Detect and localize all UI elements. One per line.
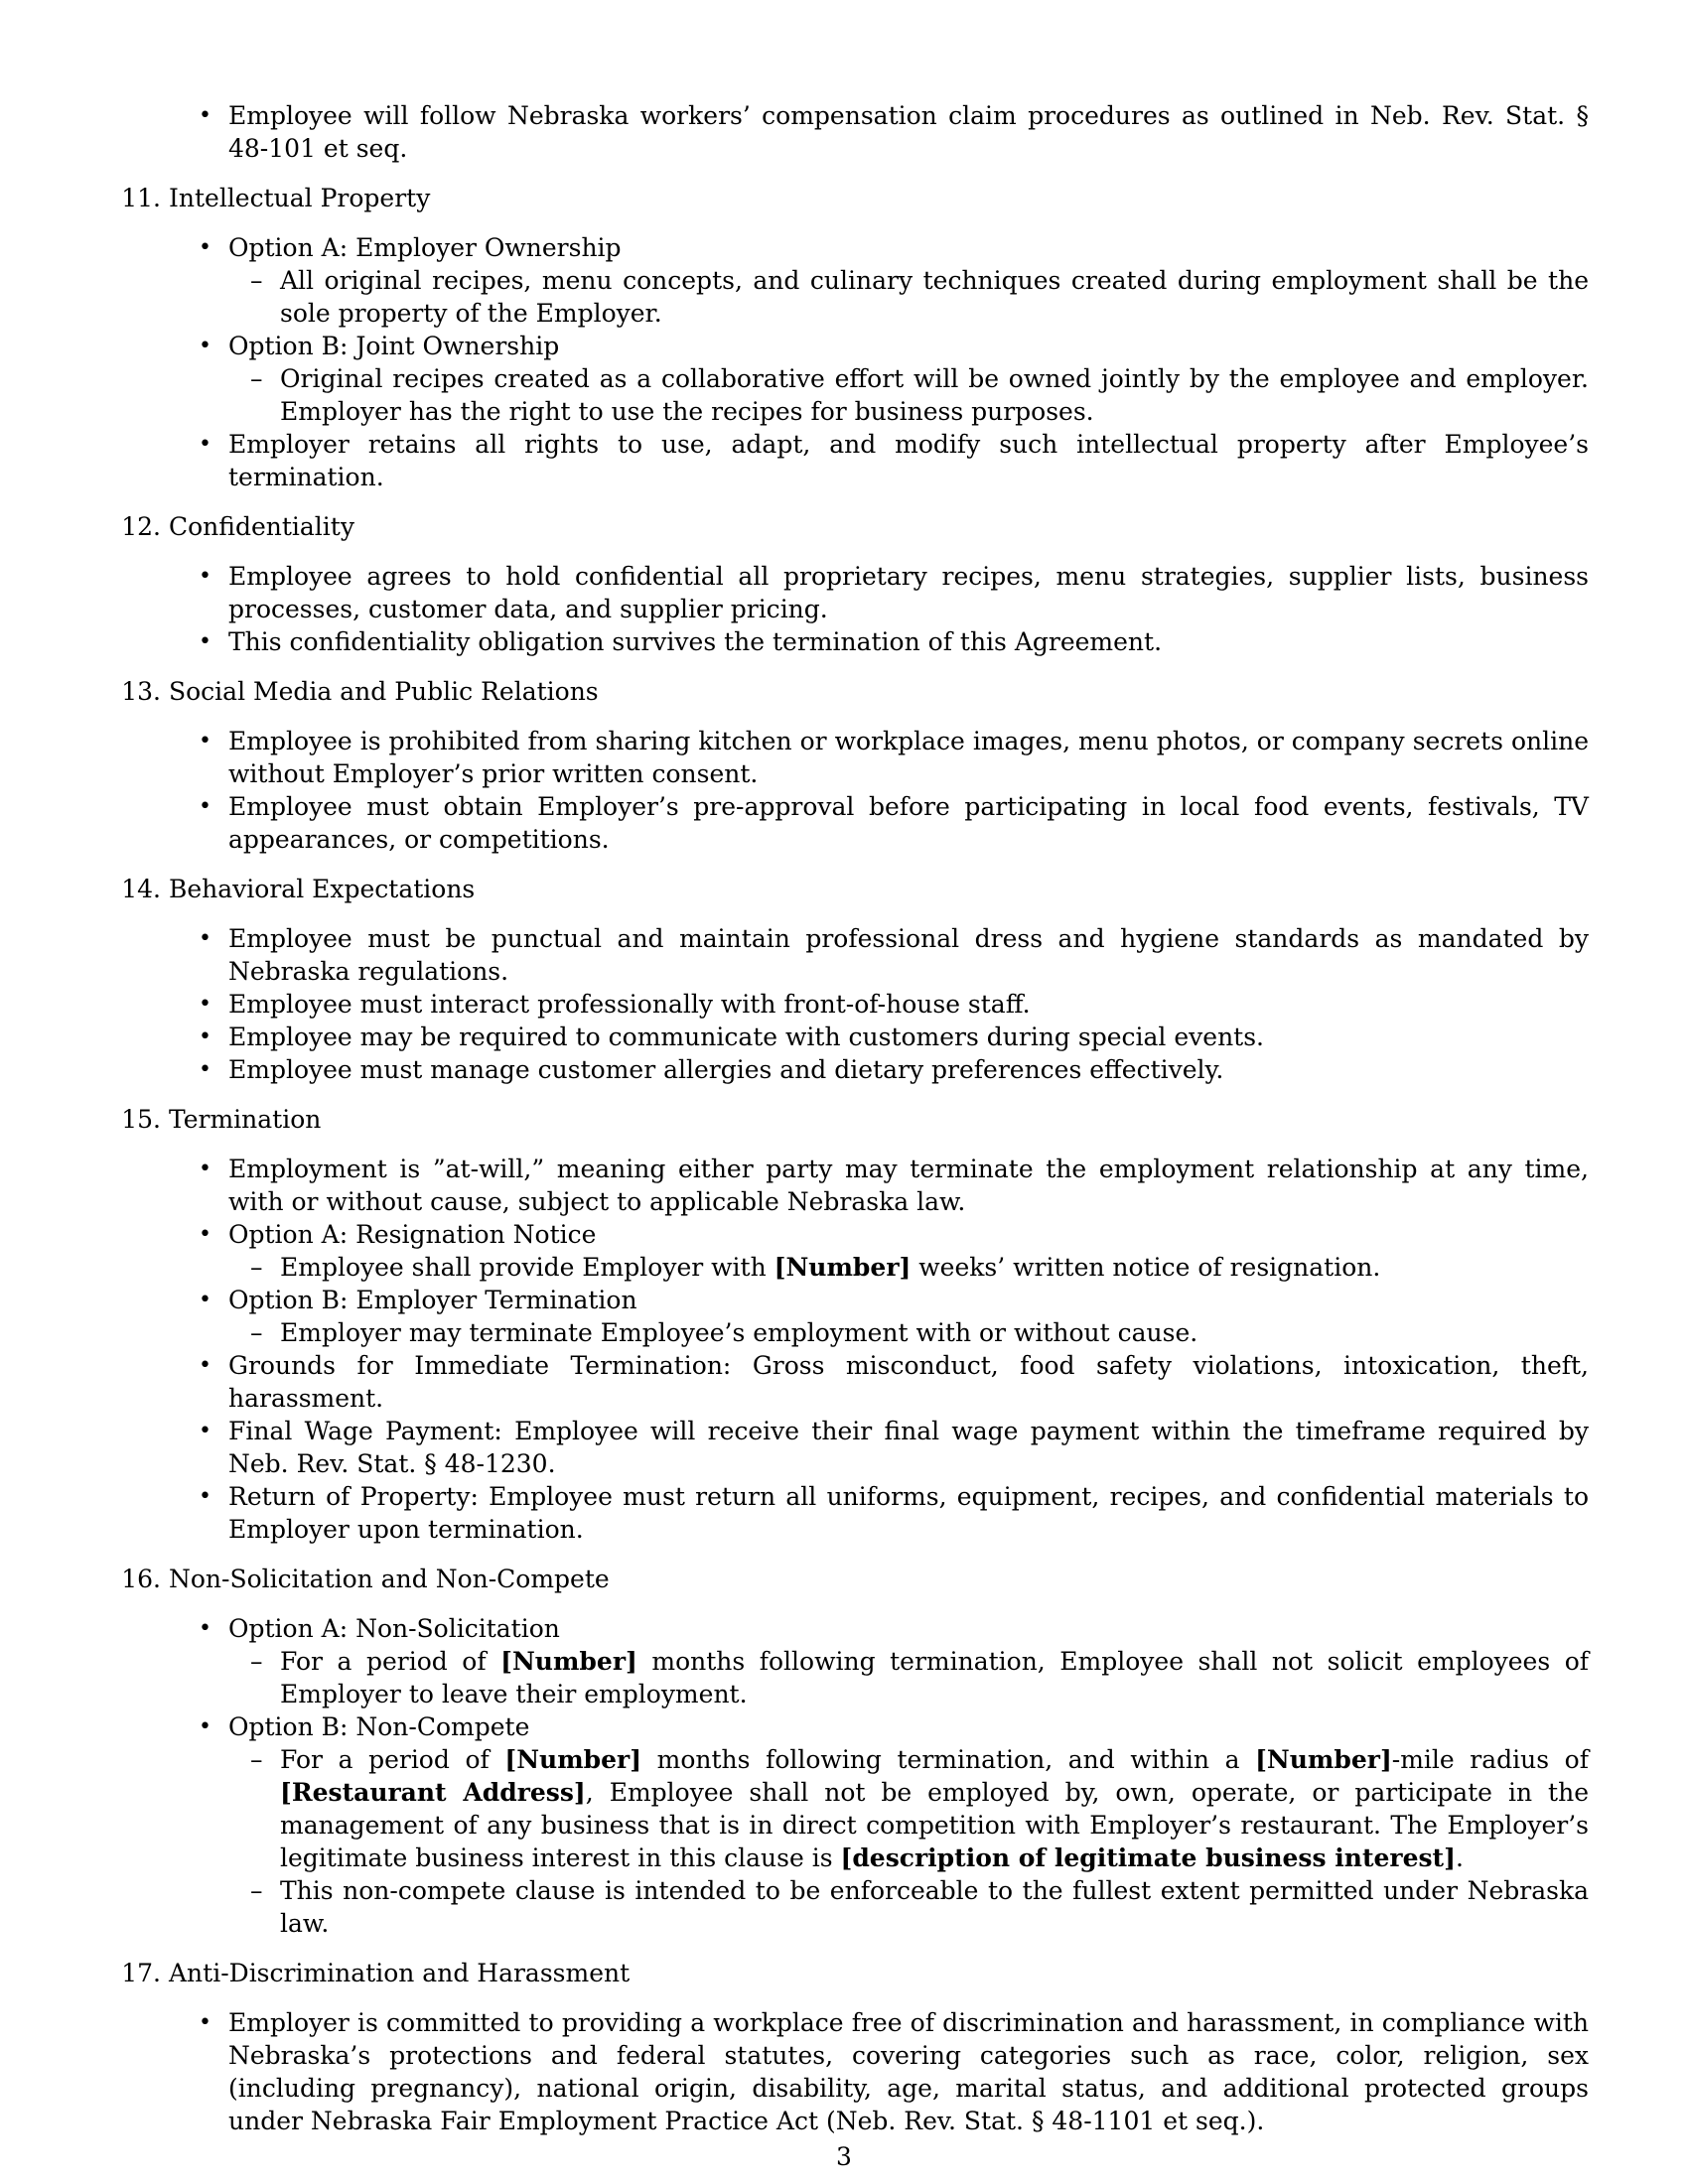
list-item: • Employee must interact professionally with front-of-house staff. [228, 988, 1589, 1021]
sub-list-item: – Original recipes created as a collaborative effort will be owned jointly by the employee and employer. Employer has the right to use the recipes for business purposes. [280, 362, 1589, 428]
list-item: • Return of Property: Employee must return all uniforms, equipment, recipes, and confidential materials to Employer upon termination. [228, 1480, 1589, 1546]
section-number: 16. [121, 1565, 161, 1593]
section-behavioral-expectations [119, 873, 1589, 1086]
clause-text: Employee shall provide Employer with [280, 1253, 774, 1282]
section-title: Non-Solicitation and Non-Compete [169, 1565, 610, 1593]
section-number: 15. [121, 1105, 161, 1134]
placeholder-number: [Number] [1255, 1745, 1392, 1774]
sub-list-item: – All original recipes, menu concepts, and culinary techniques created during employment shall be the sole property of the Employer. [280, 264, 1589, 330]
list-item: • Employee must be punctual and maintain professional dress and hygiene standards as mandated by Nebraska regulations. [228, 922, 1589, 988]
list-item: • Employer retains all rights to use, adapt, and modify such intellectual property after Employee’s termination. [228, 428, 1589, 493]
bullet-list [119, 1612, 1589, 1940]
section-anti-discrimination [119, 1957, 1589, 2137]
sub-list-item [280, 1645, 1589, 1710]
clause-text: For a period of [280, 1745, 505, 1774]
placeholder-business-interest: [description of legitimate business interest] [840, 1843, 1456, 1872]
section-title: Anti-Discrimination and Harassment [169, 1959, 631, 1987]
list-item: • Employee must manage customer allergies and dietary preferences effectively. [228, 1053, 1589, 1086]
placeholder-number: [Number] [504, 1745, 642, 1774]
list-item [228, 1612, 1589, 1710]
placeholder-address: [Restaurant Address] [280, 1778, 586, 1807]
bullet-list [119, 1153, 1589, 1546]
section-title: Intellectual Property [169, 184, 431, 212]
section-heading [119, 1563, 1589, 1595]
option-label: Option B: Employer Termination [228, 1286, 637, 1314]
option-label: Option A: Employer Ownership [228, 233, 622, 262]
document-page [119, 99, 1589, 2137]
section-intellectual-property [119, 182, 1589, 493]
clause-text: , Employee shall not be employed by, own, operate, or participate in the management of any business that is in direct competition with Employer’s restaurant. The Employer’s legitimate business interest in this clause is [280, 1778, 1589, 1872]
section-termination [119, 1103, 1589, 1546]
list-item: • This confidentiality obligation survives the termination of this Agreement. [228, 625, 1589, 658]
list-item [228, 1284, 1589, 1349]
section-number: 12. [121, 512, 161, 541]
section-number: 13. [121, 677, 161, 706]
bullet-list [119, 922, 1589, 1086]
clause-text: months following termination, Employee shall not solicit employees of Employer to leave their employment. [280, 1647, 1589, 1708]
section-heading [119, 510, 1589, 543]
option-label: Option B: Non-Compete [228, 1712, 530, 1741]
list-item [228, 330, 1589, 428]
sub-list-item: – Employer may terminate Employee’s employment with or without cause. [280, 1316, 1589, 1349]
option-label: Option A: Non-Solicitation [228, 1614, 560, 1643]
list-item: • Final Wage Payment: Employee will receive their final wage payment within the timeframe required by Neb. Rev. Stat. § 48-1230. [228, 1415, 1589, 1480]
list-item: • Employee may be required to communicate with customers during special events. [228, 1021, 1589, 1053]
page-number: 3 [836, 2142, 852, 2171]
list-item [228, 1710, 1589, 1940]
list-item: • Grounds for Immediate Termination: Gross misconduct, food safety violations, intoxication, theft, harassment. [228, 1349, 1589, 1415]
bullet-list [119, 725, 1589, 856]
option-label: Option A: Resignation Notice [228, 1220, 597, 1249]
list-item [228, 231, 1589, 330]
section-title: Termination [169, 1105, 322, 1134]
section-number: 14. [121, 875, 161, 903]
section-title: Social Media and Public Relations [169, 677, 599, 706]
section-heading [119, 182, 1589, 214]
section-heading [119, 675, 1589, 708]
placeholder-number: [Number] [500, 1647, 637, 1676]
section-number: 17. [121, 1959, 161, 1987]
option-label: Option B: Joint Ownership [228, 332, 560, 360]
clause-text: weeks’ written notice of resignation. [911, 1253, 1381, 1282]
list-item: • Employee agrees to hold confidential all proprietary recipes, menu strategies, supplier lists, business processes, customer data, and supplier pricing. [228, 560, 1589, 625]
clause-text: -mile radius of [1391, 1745, 1589, 1774]
clause-text: months following termination, and within a [641, 1745, 1256, 1774]
section-number: 11. [121, 184, 161, 212]
section-social-media [119, 675, 1589, 856]
bullet-list [119, 560, 1589, 658]
clause-text: For a period of [280, 1647, 501, 1676]
section-confidentiality [119, 510, 1589, 658]
section-title: Confidentiality [169, 512, 354, 541]
sub-list [228, 362, 1589, 428]
sub-list [228, 1645, 1589, 1710]
list-item [228, 1218, 1589, 1284]
bullet-list [119, 2006, 1589, 2137]
clause-text: . [1455, 1843, 1464, 1872]
section-title: Behavioral Expectations [169, 875, 476, 903]
placeholder-number: [Number] [774, 1253, 912, 1282]
list-item: • Employer is committed to providing a workplace free of discrimination and harassment, in compliance with Nebraska’s protections and federal statutes, covering categories such as race, color, religion, sex (including pregnancy), national origin, disability, age, marital status, and additional protected groups under Nebraska Fair Employment Practice Act (Neb. Rev. Stat. § 48-1101 et seq.). [228, 2006, 1589, 2137]
list-item: • Employee must obtain Employer’s pre-approval before participating in local food events, festivals, TV appearances, or competitions. [228, 790, 1589, 856]
sub-list-item [280, 1251, 1589, 1284]
sub-list-item [280, 1743, 1589, 1874]
sub-list [228, 264, 1589, 330]
sub-list-item: – This non-compete clause is intended to be enforceable to the fullest extent permitted under Nebraska law. [280, 1874, 1589, 1940]
section-heading [119, 1957, 1589, 1989]
carryover-list [119, 99, 1589, 165]
sub-list [228, 1251, 1589, 1284]
section-heading [119, 873, 1589, 905]
sub-list [228, 1743, 1589, 1940]
list-item: • Employee is prohibited from sharing kitchen or workplace images, menu photos, or company secrets online without Employer’s prior written consent. [228, 725, 1589, 790]
list-item: • Employee will follow Nebraska workers’ compensation claim procedures as outlined in Neb. Rev. Stat. § 48-101 et seq. [228, 99, 1589, 165]
list-item: • Employment is ”at-will,” meaning either party may terminate the employment relationship at any time, with or without cause, subject to applicable Nebraska law. [228, 1153, 1589, 1218]
section-heading [119, 1103, 1589, 1136]
sub-list [228, 1316, 1589, 1349]
bullet-list [119, 231, 1589, 493]
section-non-solicitation [119, 1563, 1589, 1940]
